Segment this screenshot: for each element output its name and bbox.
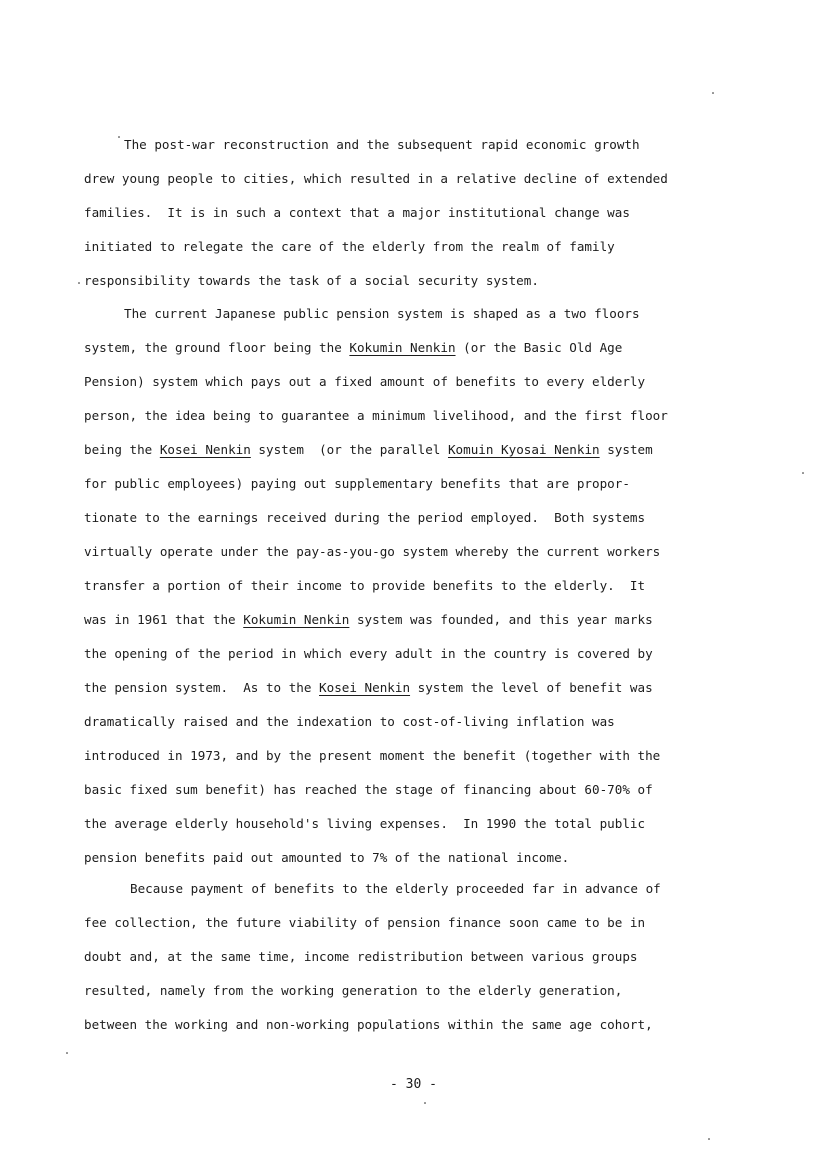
text-line	[84, 339, 744, 357]
text-run: person, the idea being to guarantee a minimum livelihood, and the first floor	[84, 408, 668, 423]
text-run: The post-war reconstruction and the subsequent rapid economic growth	[124, 137, 640, 152]
text-line	[84, 1016, 744, 1034]
text-run: the pension system. As to the	[84, 680, 320, 695]
underlined-term: Komuin Kyosai Nenkin	[447, 442, 600, 457]
text-run: (or the Basic Old Age	[455, 340, 623, 355]
text-line	[84, 577, 744, 595]
text-run: drew young people to cities, which resulted in a relative decline of extended	[84, 171, 668, 186]
text-run: Because payment of benefits to the elderly proceeded far in advance of	[130, 881, 661, 896]
text-line	[84, 713, 744, 731]
text-line	[84, 982, 744, 1000]
text-line	[84, 475, 744, 493]
underlined-term: Kosei Nenkin	[319, 680, 411, 695]
text-line	[84, 914, 744, 932]
scan-speck	[802, 472, 804, 474]
text-line	[124, 305, 784, 323]
text-run: the average elderly household's living expenses. In 1990 the total public	[84, 816, 646, 831]
text-run: basic fixed sum benefit) has reached the stage of financing about 60-70% of	[84, 782, 653, 797]
scan-speck	[118, 136, 120, 138]
text-run: families. It is in such a context that a major institutional change was	[84, 205, 630, 220]
scan-speck	[424, 1102, 426, 1104]
underlined-term: Kokumin Nenkin	[349, 340, 456, 355]
text-line	[84, 781, 744, 799]
text-run: dramatically raised and the indexation to cost-of-living inflation was	[84, 714, 615, 729]
text-run: virtually operate under the pay-as-you-go system whereby the current workers	[84, 544, 661, 559]
text-line	[124, 136, 784, 154]
text-run: doubt and, at the same time, income redistribution between various groups	[84, 949, 638, 964]
text-line	[84, 509, 744, 527]
text-line	[84, 849, 744, 867]
text-line	[84, 407, 744, 425]
text-line	[84, 272, 744, 290]
scan-speck	[712, 92, 714, 94]
text-run: system (or the parallel	[250, 442, 448, 457]
text-line	[84, 373, 744, 391]
text-run: system was founded, and this year marks	[349, 612, 653, 627]
text-run: The current Japanese public pension system is shaped as a two floors	[124, 306, 640, 321]
page-number: - 30 -	[390, 1077, 437, 1092]
text-run: resulted, namely from the working generation to the elderly generation,	[84, 983, 623, 998]
text-line	[84, 441, 744, 459]
text-run: introduced in 1973, and by the present moment the benefit (together with the	[84, 748, 661, 763]
text-line	[84, 611, 744, 629]
text-line	[84, 238, 744, 256]
text-run: system, the ground floor being the	[84, 340, 350, 355]
scan-speck	[78, 282, 80, 284]
scan-speck	[66, 1052, 68, 1054]
text-run: responsibility towards the task of a social security system.	[84, 273, 539, 288]
text-run: fee collection, the future viability of pension finance soon came to be in	[84, 915, 646, 930]
text-line	[84, 815, 744, 833]
text-run: tionate to the earnings received during the period employed. Both systems	[84, 510, 646, 525]
text-line	[84, 747, 744, 765]
text-line	[84, 948, 744, 966]
text-run: between the working and non-working populations within the same age cohort,	[84, 1017, 653, 1032]
text-line	[130, 880, 790, 898]
text-run: was in 1961 that the	[84, 612, 244, 627]
text-run: Pension) system which pays out a fixed amount of benefits to every elderly	[84, 374, 646, 389]
text-run: system	[599, 442, 653, 457]
text-run: pension benefits paid out amounted to 7% of the national income.	[84, 850, 570, 865]
text-run: system the level of benefit was	[410, 680, 653, 695]
underlined-term: Kosei Nenkin	[159, 442, 251, 457]
text-run: the opening of the period in which every adult in the country is covered by	[84, 646, 653, 661]
text-line	[84, 170, 744, 188]
text-line	[84, 543, 744, 561]
text-line	[84, 645, 744, 663]
text-run: for public employees) paying out supplementary benefits that are propor-	[84, 476, 630, 491]
text-run: being the	[84, 442, 160, 457]
underlined-term: Kokumin Nenkin	[243, 612, 350, 627]
text-line	[84, 679, 744, 697]
text-line	[84, 204, 744, 222]
text-run: initiated to relegate the care of the elderly from the realm of family	[84, 239, 615, 254]
scan-speck	[708, 1138, 710, 1140]
text-run: transfer a portion of their income to provide benefits to the elderly. It	[84, 578, 646, 593]
